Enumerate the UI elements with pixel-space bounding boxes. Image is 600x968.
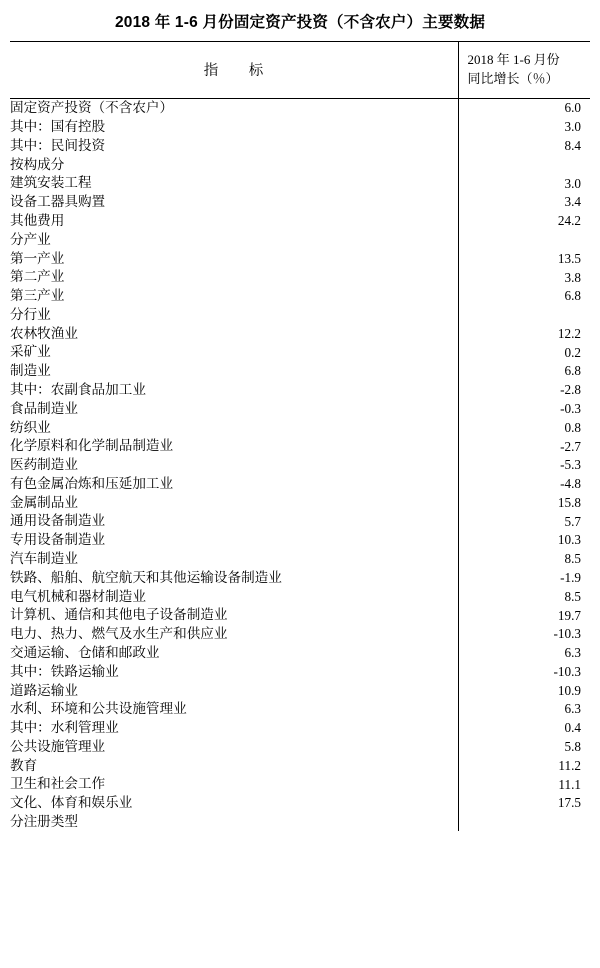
row-label: 道路运输业: [10, 681, 458, 700]
row-value: [458, 305, 590, 324]
table-row: [10, 775, 590, 794]
table-row: [10, 474, 590, 493]
row-label: 建筑安装工程: [10, 174, 458, 193]
table-row: [10, 662, 590, 681]
row-label: 汽车制造业: [10, 549, 458, 568]
table-row: [10, 549, 590, 568]
row-value: 3.4: [564, 194, 581, 210]
row-value: 0.4: [564, 720, 581, 736]
row-label: 其中：水利管理业: [10, 718, 458, 737]
row-value: 17.5: [557, 795, 581, 811]
row-value: 5.7: [564, 513, 581, 529]
row-value: 24.2: [557, 213, 581, 229]
column-header-value: [458, 42, 590, 99]
table-row: [10, 211, 590, 230]
column-header-value-line1: 2018 年 1-6 月份: [467, 52, 560, 67]
row-value: [458, 230, 590, 249]
table-row: [10, 155, 590, 174]
row-label: 固定资产投资（不含农户）: [10, 98, 458, 117]
row-value: 3.8: [564, 269, 581, 285]
table-row: [10, 343, 590, 362]
table-row: [10, 380, 590, 399]
row-value: -5.3: [560, 457, 581, 473]
table-row: [10, 456, 590, 475]
table-row: [10, 418, 590, 437]
row-value: 0.2: [564, 344, 581, 360]
row-value: 0.8: [564, 419, 581, 435]
row-value: 15.8: [557, 494, 581, 510]
row-value: 6.8: [564, 363, 581, 379]
row-value: -1.9: [560, 570, 581, 585]
table-row: [10, 174, 590, 193]
row-label: 水利、环境和公共设施管理业: [10, 700, 458, 719]
row-label: 专用设备制造业: [10, 531, 458, 550]
table-row: [10, 606, 590, 625]
row-value: 6.3: [564, 645, 581, 661]
table-row: [10, 287, 590, 306]
table-row: [10, 643, 590, 662]
table-row: [10, 268, 590, 287]
row-label: 农林牧渔业: [10, 324, 458, 343]
row-value: 3.0: [564, 175, 581, 191]
table-row: [10, 700, 590, 719]
row-label: 其中：铁路运输业: [10, 662, 458, 681]
row-label: 第二产业: [10, 268, 458, 287]
table-row: [10, 493, 590, 512]
row-value: 5.8: [564, 739, 581, 755]
table-row: [10, 587, 590, 606]
table-row: [10, 568, 590, 587]
row-value: -10.3: [553, 626, 581, 642]
table-row: [10, 812, 590, 831]
row-label: 其他费用: [10, 211, 458, 230]
row-value: 3.0: [564, 119, 581, 135]
row-value: -10.3: [553, 663, 581, 679]
row-label: 通用设备制造业: [10, 512, 458, 531]
page-title: 2018 年 1-6 月份固定资产投资（不含农户）主要数据: [114, 14, 486, 31]
row-value: 10.3: [557, 532, 581, 548]
row-value: 13.5: [557, 250, 581, 266]
row-label: 第三产业: [10, 287, 458, 306]
row-label: 其中：农副食品加工业: [10, 380, 458, 399]
row-label: 分行业: [10, 305, 458, 324]
row-value: [458, 812, 590, 831]
table-row: [10, 362, 590, 381]
row-label: 有色金属冶炼和压延加工业: [10, 474, 458, 493]
row-value: 11.1: [558, 776, 581, 792]
table-row: [10, 437, 590, 456]
row-label: 纺织业: [10, 418, 458, 437]
table-row: [10, 136, 590, 155]
row-label: 金属制品业: [10, 493, 458, 512]
row-value: 8.5: [564, 551, 581, 567]
table-row: [10, 681, 590, 700]
row-label: 按构成分: [10, 155, 458, 174]
row-value: -4.8: [560, 476, 581, 492]
table-row: [10, 324, 590, 343]
column-header-value-line2: 同比增长（％）: [467, 70, 559, 86]
table-row: [10, 98, 590, 117]
table-row: [10, 531, 590, 550]
row-label: 公共设施管理业: [10, 737, 458, 756]
row-value: 10.9: [557, 682, 581, 698]
row-label: 分注册类型: [10, 812, 458, 831]
row-value: [458, 155, 590, 174]
row-label: 铁路、船舶、航空航天和其他运输设备制造业: [10, 568, 458, 587]
row-label: 医药制造业: [10, 456, 458, 475]
row-label: 分产业: [10, 230, 458, 249]
row-label: 第一产业: [10, 249, 458, 268]
table-row: [10, 305, 590, 324]
table-row: [10, 718, 590, 737]
table-row: [10, 625, 590, 644]
column-header-indicator: 指 标: [10, 42, 458, 99]
row-label: 计算机、通信和其他电子设备制造业: [10, 606, 458, 625]
table-row: [10, 737, 590, 756]
row-value: -2.8: [560, 382, 581, 398]
row-label: 采矿业: [10, 343, 458, 362]
table-row: [10, 794, 590, 813]
row-value: 8.4: [564, 138, 581, 154]
row-label: 其中：国有控股: [10, 117, 458, 136]
row-label: 卫生和社会工作: [10, 775, 458, 794]
row-value: -0.3: [560, 400, 581, 416]
table-row: [10, 117, 590, 136]
row-label: 制造业: [10, 362, 458, 381]
row-label: 其中：民间投资: [10, 136, 458, 155]
table-row: [10, 756, 590, 775]
row-label: 文化、体育和娱乐业: [10, 794, 458, 813]
row-value: 19.7: [557, 607, 581, 623]
row-label: 化学原料和化学制品制造业: [10, 437, 458, 456]
row-value: 6.8: [564, 288, 581, 304]
table-row: [10, 230, 590, 249]
table-row: [10, 399, 590, 418]
row-label: 电力、热力、燃气及水生产和供应业: [10, 625, 458, 644]
row-value: -2.7: [560, 438, 581, 454]
row-value: 6.0: [564, 100, 581, 116]
row-label: 食品制造业: [10, 399, 458, 418]
table-row: [10, 512, 590, 531]
table-body: [10, 42, 590, 832]
row-value: 11.2: [558, 757, 581, 773]
table-row: [10, 193, 590, 212]
row-label: 交通运输、仓储和邮政业: [10, 643, 458, 662]
row-value: 12.2: [557, 325, 581, 341]
fixed-asset-investment-table: [10, 41, 590, 831]
table-row: [10, 249, 590, 268]
table-header-row: [10, 42, 590, 99]
row-label: 电气机械和器材制造业: [10, 587, 458, 606]
row-label: 教育: [10, 756, 458, 775]
row-value: 6.3: [564, 701, 581, 717]
row-label: 设备工器具购置: [10, 193, 458, 212]
row-value: 8.5: [564, 588, 581, 604]
